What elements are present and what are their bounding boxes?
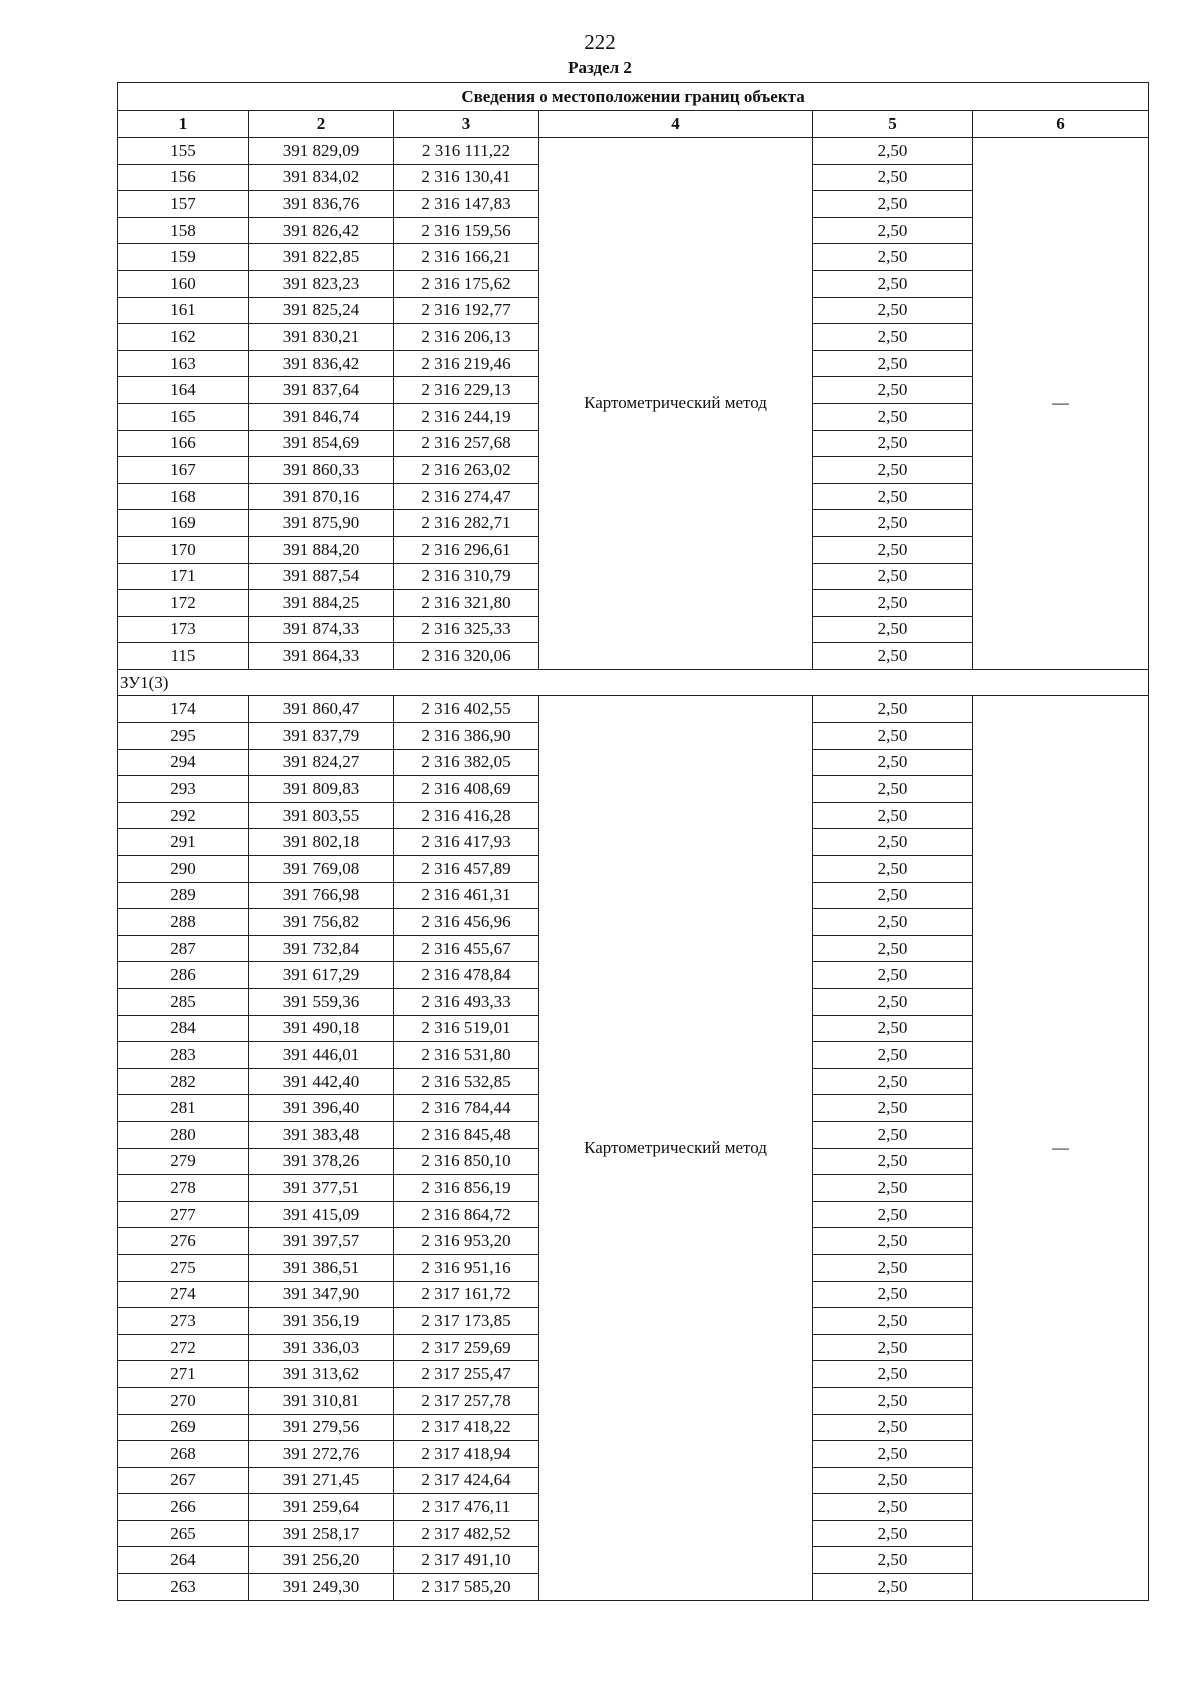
column-number-2: 2: [249, 111, 394, 138]
accuracy-value: 2,50: [813, 350, 973, 377]
accuracy-value: 2,50: [813, 616, 973, 643]
coordinate-y: 2 317 257,78: [394, 1387, 539, 1414]
accuracy-value: 2,50: [813, 1068, 973, 1095]
point-number: 288: [118, 909, 249, 936]
point-number: 278: [118, 1175, 249, 1202]
accuracy-value: 2,50: [813, 403, 973, 430]
page-number: 222: [584, 30, 616, 54]
accuracy-value: 2,50: [813, 138, 973, 165]
accuracy-value: 2,50: [813, 909, 973, 936]
coordinate-x: 391 256,20: [249, 1547, 394, 1574]
coordinate-x: 391 756,82: [249, 909, 394, 936]
coordinate-y: 2 317 173,85: [394, 1308, 539, 1335]
coordinate-x: 391 415,09: [249, 1201, 394, 1228]
point-number: 284: [118, 1015, 249, 1042]
coordinate-y: 2 316 192,77: [394, 297, 539, 324]
coordinate-x: 391 874,33: [249, 616, 394, 643]
coordinate-y: 2 316 159,56: [394, 217, 539, 244]
coordinate-x: 391 803,55: [249, 802, 394, 829]
accuracy-value: 2,50: [813, 430, 973, 457]
point-number: 162: [118, 324, 249, 351]
accuracy-value: 2,50: [813, 643, 973, 670]
coordinate-x: 391 769,08: [249, 856, 394, 883]
coordinate-x: 391 825,24: [249, 297, 394, 324]
coordinate-y: 2 316 532,85: [394, 1068, 539, 1095]
table-row: [118, 138, 1149, 165]
accuracy-value: 2,50: [813, 563, 973, 590]
coordinate-y: 2 316 519,01: [394, 1015, 539, 1042]
accuracy-value: 2,50: [813, 510, 973, 537]
coordinate-y: 2 316 229,13: [394, 377, 539, 404]
coordinate-y: 2 316 386,90: [394, 723, 539, 750]
point-number: 275: [118, 1254, 249, 1281]
coordinate-y: 2 316 531,80: [394, 1042, 539, 1069]
point-number: 271: [118, 1361, 249, 1388]
coordinate-x: 391 826,42: [249, 217, 394, 244]
coordinate-x: 391 766,98: [249, 882, 394, 909]
accuracy-value: 2,50: [813, 1095, 973, 1122]
point-number: 274: [118, 1281, 249, 1308]
coordinate-x: 391 860,47: [249, 696, 394, 723]
coordinate-x: 391 837,79: [249, 723, 394, 750]
point-number: 265: [118, 1520, 249, 1547]
accuracy-value: 2,50: [813, 856, 973, 883]
point-number: 277: [118, 1201, 249, 1228]
section-title: Раздел 2: [568, 58, 632, 77]
accuracy-value: 2,50: [813, 1042, 973, 1069]
coordinate-x: 391 846,74: [249, 403, 394, 430]
accuracy-value: 2,50: [813, 536, 973, 563]
column-number-1: 1: [118, 111, 249, 138]
coordinate-x: 391 887,54: [249, 563, 394, 590]
point-number: 287: [118, 935, 249, 962]
coordinate-y: 2 316 493,33: [394, 989, 539, 1016]
accuracy-value: 2,50: [813, 270, 973, 297]
coordinate-y: 2 316 244,19: [394, 403, 539, 430]
accuracy-value: 2,50: [813, 377, 973, 404]
point-number: 293: [118, 776, 249, 803]
point-number: 285: [118, 989, 249, 1016]
coordinate-y: 2 317 585,20: [394, 1574, 539, 1601]
coordinate-x: 391 617,29: [249, 962, 394, 989]
coordinate-y: 2 316 456,96: [394, 909, 539, 936]
coordinate-x: 391 386,51: [249, 1254, 394, 1281]
coordinate-x: 391 347,90: [249, 1281, 394, 1308]
coordinate-x: 391 834,02: [249, 164, 394, 191]
coordinate-x: 391 272,76: [249, 1441, 394, 1468]
coordinate-y: 2 316 206,13: [394, 324, 539, 351]
method-cell: Картометрический метод: [539, 138, 813, 670]
coordinate-x: 391 258,17: [249, 1520, 394, 1547]
coordinate-y: 2 316 951,16: [394, 1254, 539, 1281]
column-number-6: 6: [973, 111, 1149, 138]
coordinate-x: 391 356,19: [249, 1308, 394, 1335]
accuracy-value: 2,50: [813, 1441, 973, 1468]
coordinate-y: 2 317 418,94: [394, 1441, 539, 1468]
coordinate-y: 2 316 325,33: [394, 616, 539, 643]
accuracy-value: 2,50: [813, 962, 973, 989]
accuracy-value: 2,50: [813, 1228, 973, 1255]
coordinate-x: 391 383,48: [249, 1121, 394, 1148]
point-number: 163: [118, 350, 249, 377]
coordinate-y: 2 316 457,89: [394, 856, 539, 883]
coordinate-y: 2 317 161,72: [394, 1281, 539, 1308]
coordinate-y: 2 316 416,28: [394, 802, 539, 829]
coordinate-y: 2 316 274,47: [394, 483, 539, 510]
point-number: 155: [118, 138, 249, 165]
coordinate-y: 2 316 402,55: [394, 696, 539, 723]
coordinate-y: 2 316 461,31: [394, 882, 539, 909]
coordinate-x: 391 836,42: [249, 350, 394, 377]
table-row: [118, 696, 1149, 723]
point-number: 115: [118, 643, 249, 670]
coordinate-y: 2 316 296,61: [394, 536, 539, 563]
coordinate-y: 2 316 147,83: [394, 191, 539, 218]
accuracy-value: 2,50: [813, 1334, 973, 1361]
coordinate-y: 2 317 259,69: [394, 1334, 539, 1361]
point-number: 169: [118, 510, 249, 537]
accuracy-value: 2,50: [813, 935, 973, 962]
point-number: 158: [118, 217, 249, 244]
point-number: 294: [118, 749, 249, 776]
accuracy-value: 2,50: [813, 1467, 973, 1494]
point-number: 172: [118, 590, 249, 617]
coordinate-x: 391 823,23: [249, 270, 394, 297]
coordinate-x: 391 271,45: [249, 1467, 394, 1494]
accuracy-value: 2,50: [813, 1361, 973, 1388]
point-number: 280: [118, 1121, 249, 1148]
point-number: 264: [118, 1547, 249, 1574]
accuracy-value: 2,50: [813, 1547, 973, 1574]
coordinate-y: 2 316 263,02: [394, 457, 539, 484]
column-number-5: 5: [813, 111, 973, 138]
accuracy-value: 2,50: [813, 1201, 973, 1228]
coordinate-x: 391 377,51: [249, 1175, 394, 1202]
point-number: 165: [118, 403, 249, 430]
note-cell: —: [973, 138, 1149, 670]
coordinate-x: 391 559,36: [249, 989, 394, 1016]
coordinate-y: 2 316 478,84: [394, 962, 539, 989]
accuracy-value: 2,50: [813, 776, 973, 803]
point-number: 164: [118, 377, 249, 404]
coordinate-x: 391 259,64: [249, 1494, 394, 1521]
coordinate-x: 391 837,64: [249, 377, 394, 404]
coordinate-x: 391 860,33: [249, 457, 394, 484]
point-number: 167: [118, 457, 249, 484]
coordinate-y: 2 316 845,48: [394, 1121, 539, 1148]
coordinate-y: 2 317 482,52: [394, 1520, 539, 1547]
accuracy-value: 2,50: [813, 1414, 973, 1441]
accuracy-value: 2,50: [813, 244, 973, 271]
point-number: 160: [118, 270, 249, 297]
coordinate-y: 2 316 166,21: [394, 244, 539, 271]
point-number: 283: [118, 1042, 249, 1069]
coordinate-y: 2 316 321,80: [394, 590, 539, 617]
table-title-row: [118, 83, 1149, 111]
point-number: 290: [118, 856, 249, 883]
point-number: 173: [118, 616, 249, 643]
accuracy-value: 2,50: [813, 829, 973, 856]
accuracy-value: 2,50: [813, 802, 973, 829]
column-number-3: 3: [394, 111, 539, 138]
point-number: 270: [118, 1387, 249, 1414]
coordinate-y: 2 317 491,10: [394, 1547, 539, 1574]
coordinate-x: 391 249,30: [249, 1574, 394, 1601]
point-number: 263: [118, 1574, 249, 1601]
accuracy-value: 2,50: [813, 1387, 973, 1414]
coordinate-x: 391 279,56: [249, 1414, 394, 1441]
table-body: [118, 83, 1149, 1601]
coordinate-x: 391 830,21: [249, 324, 394, 351]
point-number: 171: [118, 563, 249, 590]
coordinate-y: 2 317 418,22: [394, 1414, 539, 1441]
coordinate-x: 391 870,16: [249, 483, 394, 510]
boundary-coordinates-table: [117, 82, 1149, 1601]
coordinate-x: 391 824,27: [249, 749, 394, 776]
coordinate-x: 391 829,09: [249, 138, 394, 165]
point-number: 289: [118, 882, 249, 909]
accuracy-value: 2,50: [813, 297, 973, 324]
accuracy-value: 2,50: [813, 1281, 973, 1308]
column-number-4: 4: [539, 111, 813, 138]
coordinate-x: 391 864,33: [249, 643, 394, 670]
coordinate-y: 2 316 856,19: [394, 1175, 539, 1202]
accuracy-value: 2,50: [813, 483, 973, 510]
coordinate-x: 391 802,18: [249, 829, 394, 856]
coordinate-x: 391 446,01: [249, 1042, 394, 1069]
coordinate-y: 2 316 864,72: [394, 1201, 539, 1228]
point-number: 156: [118, 164, 249, 191]
accuracy-value: 2,50: [813, 696, 973, 723]
coordinate-x: 391 397,57: [249, 1228, 394, 1255]
coordinate-y: 2 316 320,06: [394, 643, 539, 670]
coordinate-y: 2 317 424,64: [394, 1467, 539, 1494]
accuracy-value: 2,50: [813, 1254, 973, 1281]
accuracy-value: 2,50: [813, 1015, 973, 1042]
accuracy-value: 2,50: [813, 723, 973, 750]
accuracy-value: 2,50: [813, 1308, 973, 1335]
accuracy-value: 2,50: [813, 191, 973, 218]
coordinate-y: 2 316 257,68: [394, 430, 539, 457]
coordinate-x: 391 490,18: [249, 1015, 394, 1042]
coordinate-y: 2 316 953,20: [394, 1228, 539, 1255]
coordinate-y: 2 316 850,10: [394, 1148, 539, 1175]
accuracy-value: 2,50: [813, 457, 973, 484]
point-number: 269: [118, 1414, 249, 1441]
coordinate-y: 2 316 175,62: [394, 270, 539, 297]
coordinate-y: 2 316 219,46: [394, 350, 539, 377]
coordinate-x: 391 313,62: [249, 1361, 394, 1388]
coordinate-x: 391 809,83: [249, 776, 394, 803]
coordinate-x: 391 396,40: [249, 1095, 394, 1122]
accuracy-value: 2,50: [813, 1494, 973, 1521]
accuracy-value: 2,50: [813, 1175, 973, 1202]
coordinate-y: 2 316 310,79: [394, 563, 539, 590]
point-number: 267: [118, 1467, 249, 1494]
coordinate-y: 2 316 455,67: [394, 935, 539, 962]
point-number: 273: [118, 1308, 249, 1335]
accuracy-value: 2,50: [813, 882, 973, 909]
group-label: ЗУ1(3): [118, 669, 1149, 696]
coordinate-x: 391 884,25: [249, 590, 394, 617]
point-number: 276: [118, 1228, 249, 1255]
coordinate-x: 391 378,26: [249, 1148, 394, 1175]
column-number-row: [118, 111, 1149, 138]
coordinate-y: 2 316 130,41: [394, 164, 539, 191]
point-number: 168: [118, 483, 249, 510]
method-cell: Картометрический метод: [539, 696, 813, 1600]
coordinate-y: 2 316 784,44: [394, 1095, 539, 1122]
point-number: 282: [118, 1068, 249, 1095]
coordinate-x: 391 822,85: [249, 244, 394, 271]
coordinate-y: 2 316 282,71: [394, 510, 539, 537]
accuracy-value: 2,50: [813, 164, 973, 191]
point-number: 170: [118, 536, 249, 563]
note-cell: —: [973, 696, 1149, 1600]
point-number: 291: [118, 829, 249, 856]
coordinate-y: 2 316 408,69: [394, 776, 539, 803]
coordinate-y: 2 317 255,47: [394, 1361, 539, 1388]
point-number: 279: [118, 1148, 249, 1175]
accuracy-value: 2,50: [813, 989, 973, 1016]
accuracy-value: 2,50: [813, 1574, 973, 1601]
point-number: 295: [118, 723, 249, 750]
coordinate-x: 391 875,90: [249, 510, 394, 537]
point-number: 272: [118, 1334, 249, 1361]
coordinate-x: 391 732,84: [249, 935, 394, 962]
coordinate-x: 391 854,69: [249, 430, 394, 457]
accuracy-value: 2,50: [813, 1148, 973, 1175]
coordinate-y: 2 316 382,05: [394, 749, 539, 776]
coordinate-x: 391 884,20: [249, 536, 394, 563]
coordinate-x: 391 336,03: [249, 1334, 394, 1361]
accuracy-value: 2,50: [813, 590, 973, 617]
accuracy-value: 2,50: [813, 1121, 973, 1148]
point-number: 159: [118, 244, 249, 271]
point-number: 286: [118, 962, 249, 989]
point-number: 157: [118, 191, 249, 218]
coordinate-x: 391 310,81: [249, 1387, 394, 1414]
point-number: 161: [118, 297, 249, 324]
coordinate-y: 2 316 111,22: [394, 138, 539, 165]
coordinate-x: 391 442,40: [249, 1068, 394, 1095]
accuracy-value: 2,50: [813, 1520, 973, 1547]
coordinate-x: 391 836,76: [249, 191, 394, 218]
point-number: 281: [118, 1095, 249, 1122]
point-number: 266: [118, 1494, 249, 1521]
coordinate-y: 2 317 476,11: [394, 1494, 539, 1521]
accuracy-value: 2,50: [813, 217, 973, 244]
accuracy-value: 2,50: [813, 324, 973, 351]
table-title: Сведения о местоположении границ объекта: [118, 83, 1149, 111]
coordinate-y: 2 316 417,93: [394, 829, 539, 856]
point-number: 174: [118, 696, 249, 723]
accuracy-value: 2,50: [813, 749, 973, 776]
group-label-row: [118, 669, 1149, 696]
point-number: 292: [118, 802, 249, 829]
point-number: 268: [118, 1441, 249, 1468]
point-number: 166: [118, 430, 249, 457]
